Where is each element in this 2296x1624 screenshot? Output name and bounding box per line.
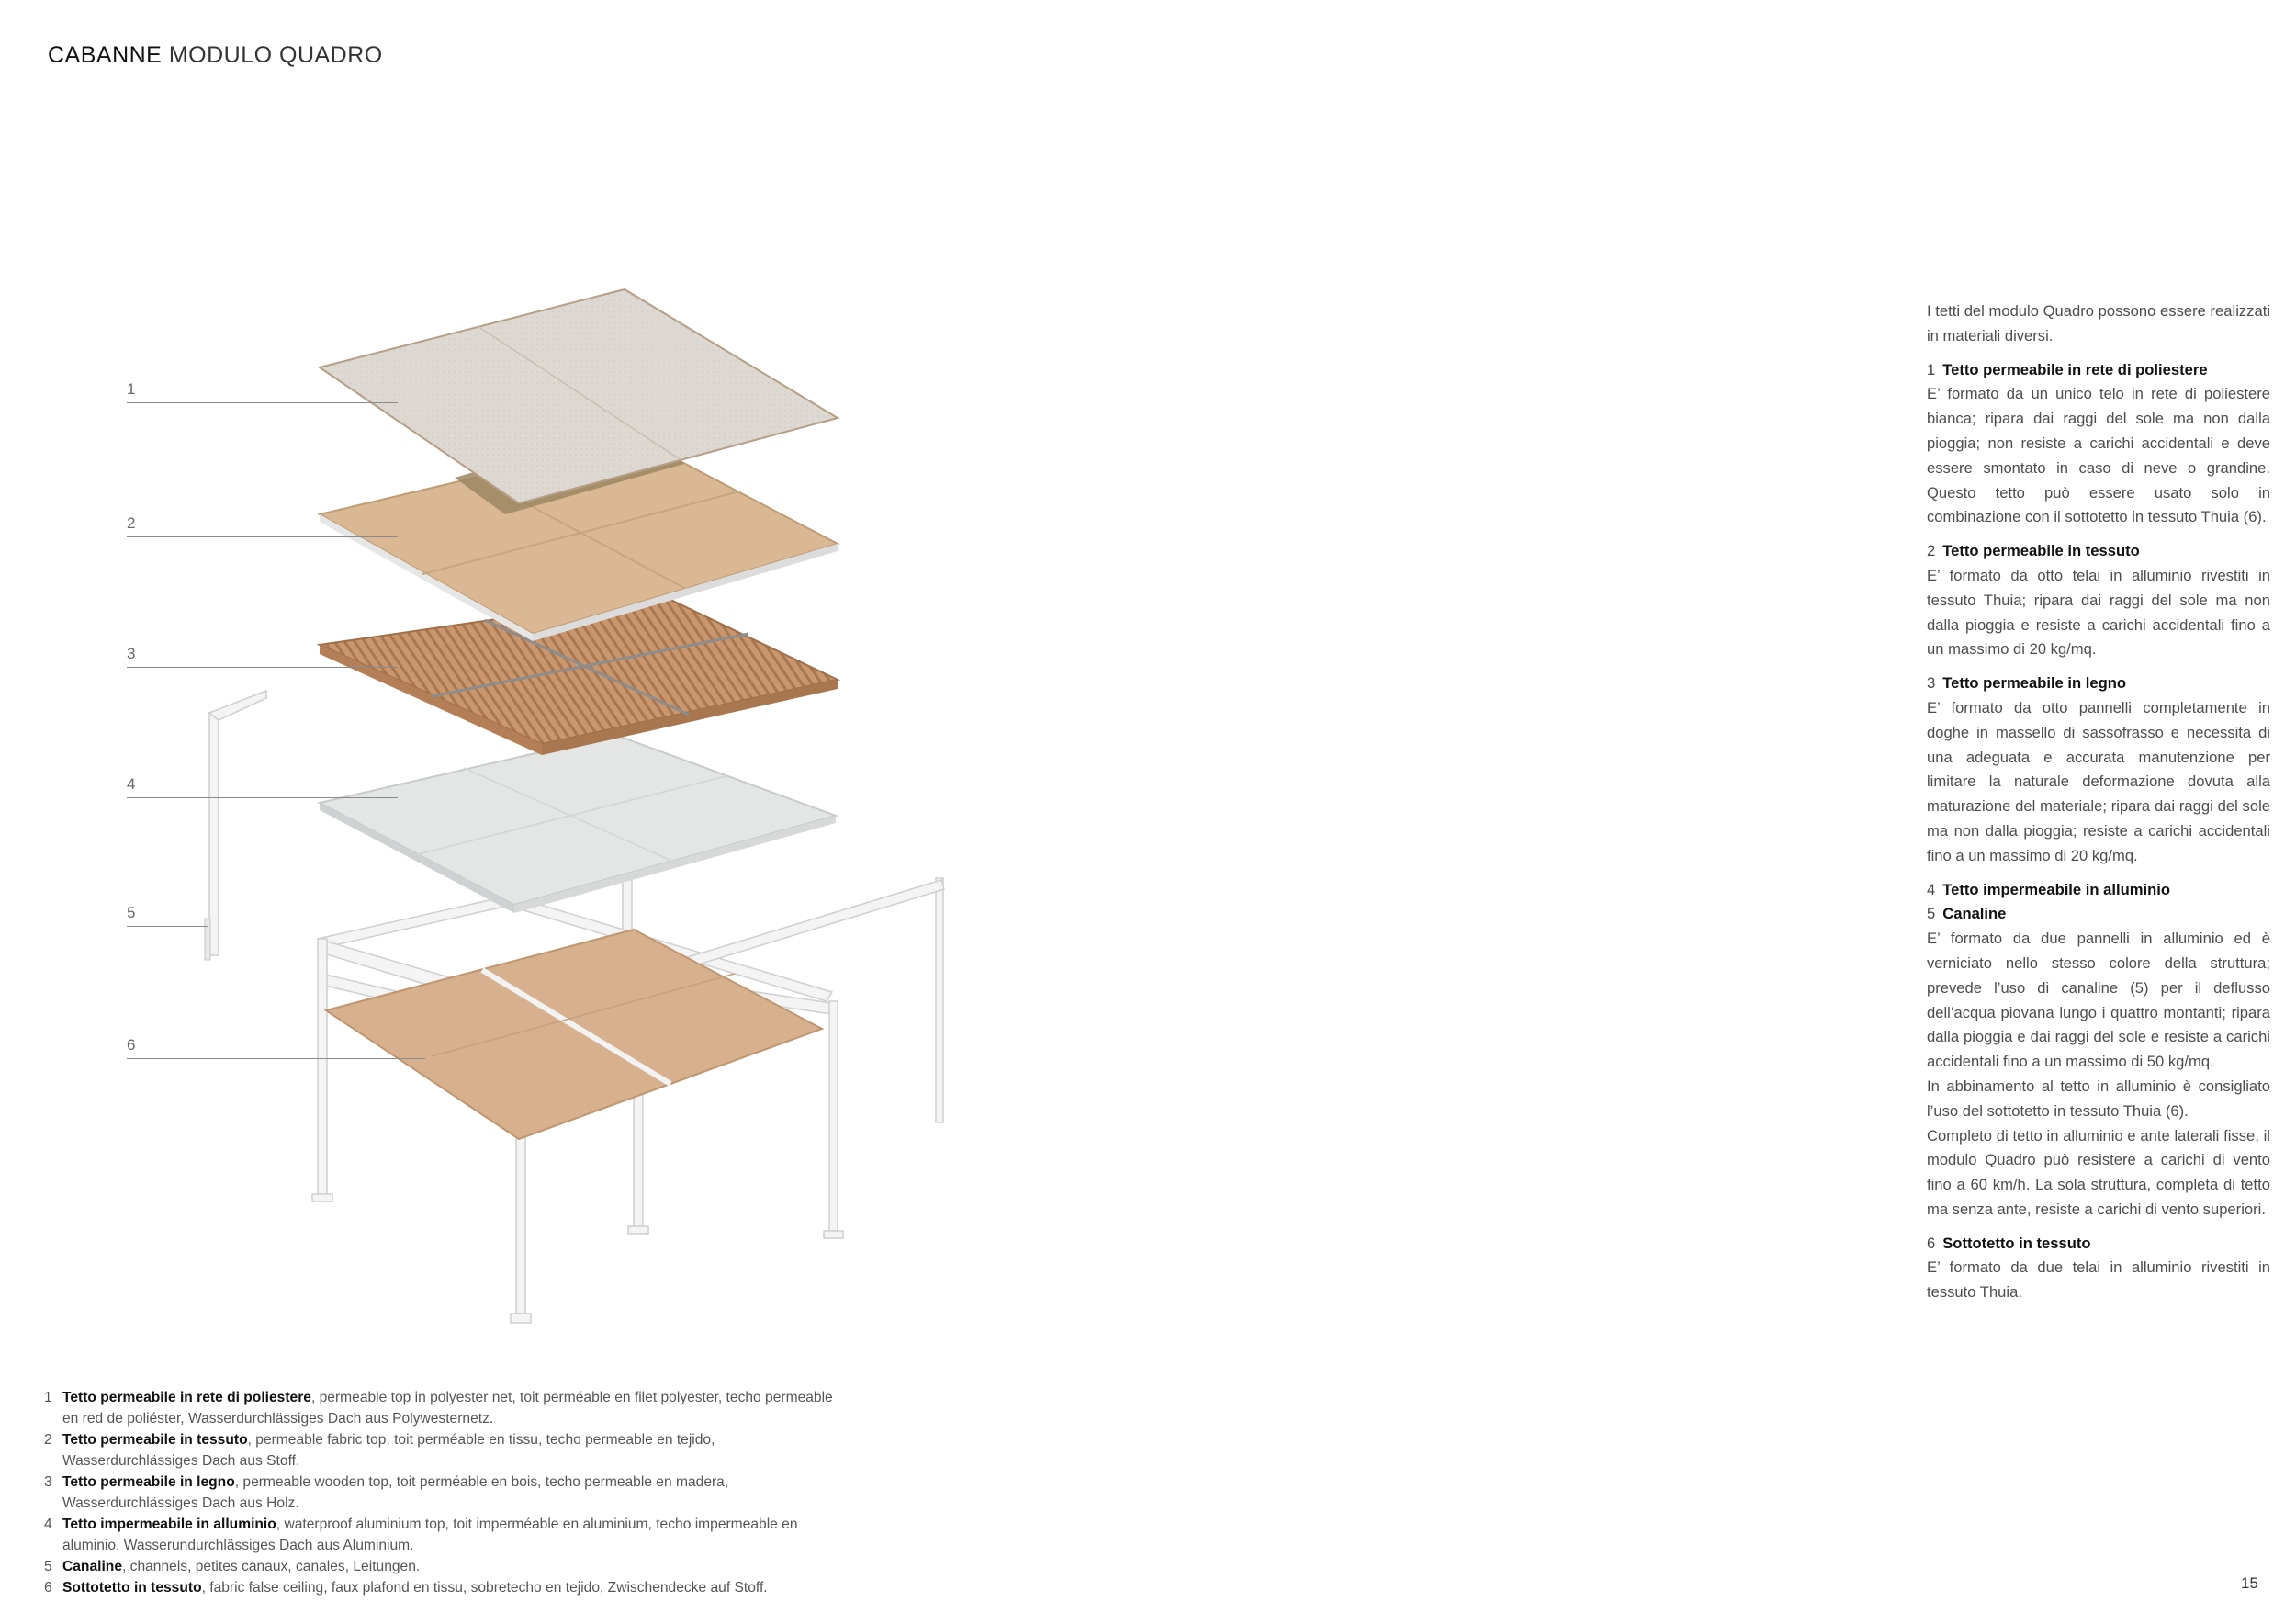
callout-1: 1 [127,380,136,398]
layer-5-channel [205,919,210,960]
section-text: E’ formato da otto telai in alluminio rivestiti in tessuto Thuia; ripara dai raggi del sole ma non dalla pioggia e resiste a carichi accidentali fino a un massimo di 20 kg/mq. [1927,566,2270,659]
section-text: In abbinamento al tetto in alluminio è consigliato l’uso del sottotetto in tessuto Thuia (6). [1927,1077,2270,1120]
callout-4-line [127,797,398,798]
section-4-5 [1927,878,2270,1223]
page-number: 15 [2241,1574,2258,1592]
legend-row: 1 Tetto permeabile in rete di poliestere, permeable top in polyester net, toit perméable en filet polyester, techo permeable en red de poliéster, Wasserdurchlässiges Dach aus Polywesternetz. [44,1390,833,1427]
exploded-roof-diagram [0,0,1010,1378]
intro-text: I tetti del modulo Quadro possono essere realizzati in materiali diversi. [1927,302,2270,344]
callout-4: 4 [127,775,136,793]
section-heading: 6 Sottotetto in tessuto [1927,1234,2091,1252]
callout-1-line [127,402,398,403]
section-heading: 2 Tetto permeabile in tessuto [1927,542,2140,560]
product-name: MODULO QUADRO [168,42,383,68]
callout-3-line [127,667,398,668]
multilingual-legend [44,1387,834,1598]
section-text: E’ formato da due pannelli in alluminio ed è verniciato nello stesso colore della struttura; prevede l’uso di canaline (5) per il deflusso dell’acqua piovana lungo i quattro montanti; ripara dalla pioggia e dai raggi del sole e resiste a carichi accidentali fino a un massimo di 50 kg/mq. [1927,930,2270,1071]
section-heading: 5 Canaline [1927,905,2007,923]
section-text: E’ formato da otto pannelli completamente in doghe in massello di sassofrasso e necessita di una adeguata e accurata manutenzione per limitare la naturale deformazione dovuta alla maturazione del materiale; ripara dai raggi del sole ma non dalla pioggia; resiste a carichi accidentali fino a un massimo di 20 kg/mq. [1927,698,2270,864]
callout-3: 3 [127,645,136,662]
section-text: Completo di tetto in alluminio e ante laterali fisse, il modulo Quadro può resistere a carichi di vento fino a 60 km/h. La sola struttura, completa di tetto ma senza ante, resiste a carichi di vento superiori. [1927,1126,2270,1218]
description-column [1927,299,2270,1314]
section-heading: 4 Tetto impermeabile in alluminio [1927,880,2170,898]
brand-name: CABANNE [48,42,163,68]
section-1 [1927,358,2270,531]
legend-row: 3 Tetto permeabile in legno, permeable wooden top, toit perméable en bois, techo permeable en madera, Wasserdurchlässiges Dach aus Holz. [44,1474,729,1511]
legend-row: 2 Tetto permeabile in tessuto, permeable fabric top, toit perméable en tissu, techo permeable en tejido, Wasserdurchlässiges Dach aus Stoff. [44,1432,715,1469]
legend-row: 4 Tetto impermeabile in alluminio, waterproof aluminium top, toit imperméable en aluminium, techo impermeable en aluminio, Wasserundurchlässiges Dach aus Aluminium. [44,1517,798,1553]
callout-5-line [127,926,208,927]
layer-6-fabric-ceiling [326,930,822,1139]
section-text: E’ formato da due telai in alluminio rivestiti in tessuto Thuia. [1927,1258,2270,1302]
callout-2-line [127,536,398,537]
legend-row: 5 Canaline, channels, petites canaux, canales, Leitungen. [44,1559,421,1574]
section-text: E’ formato da un unico telo in rete di poliestere bianca; ripara dai raggi del sole ma non dalla pioggia; non resiste a carichi accidentali e deve essere smontato in caso di neve o grandine. Questo tetto può essere usato solo in combinazione con il sottotetto in tessuto Thuia (6). [1927,385,2270,526]
callout-5: 5 [127,904,136,921]
layer-4-aluminium-roof [320,735,836,913]
section-heading: 1 Tetto permeabile in rete di poliestere [1927,360,2208,378]
callout-6: 6 [127,1036,136,1054]
layer-1-mesh-roof [320,289,838,503]
section-6 [1927,1232,2270,1305]
callout-6-line [127,1058,425,1059]
section-3 [1927,671,2270,868]
section-heading: 3 Tetto permeabile in legno [1927,674,2126,693]
legend-row: 6 Sottotetto in tessuto, fabric false ceiling, faux plafond en tissu, sobretecho en tejido, Zwischendecke auf Stoff. [44,1580,768,1596]
section-2 [1927,539,2270,662]
callout-2: 2 [127,514,136,532]
